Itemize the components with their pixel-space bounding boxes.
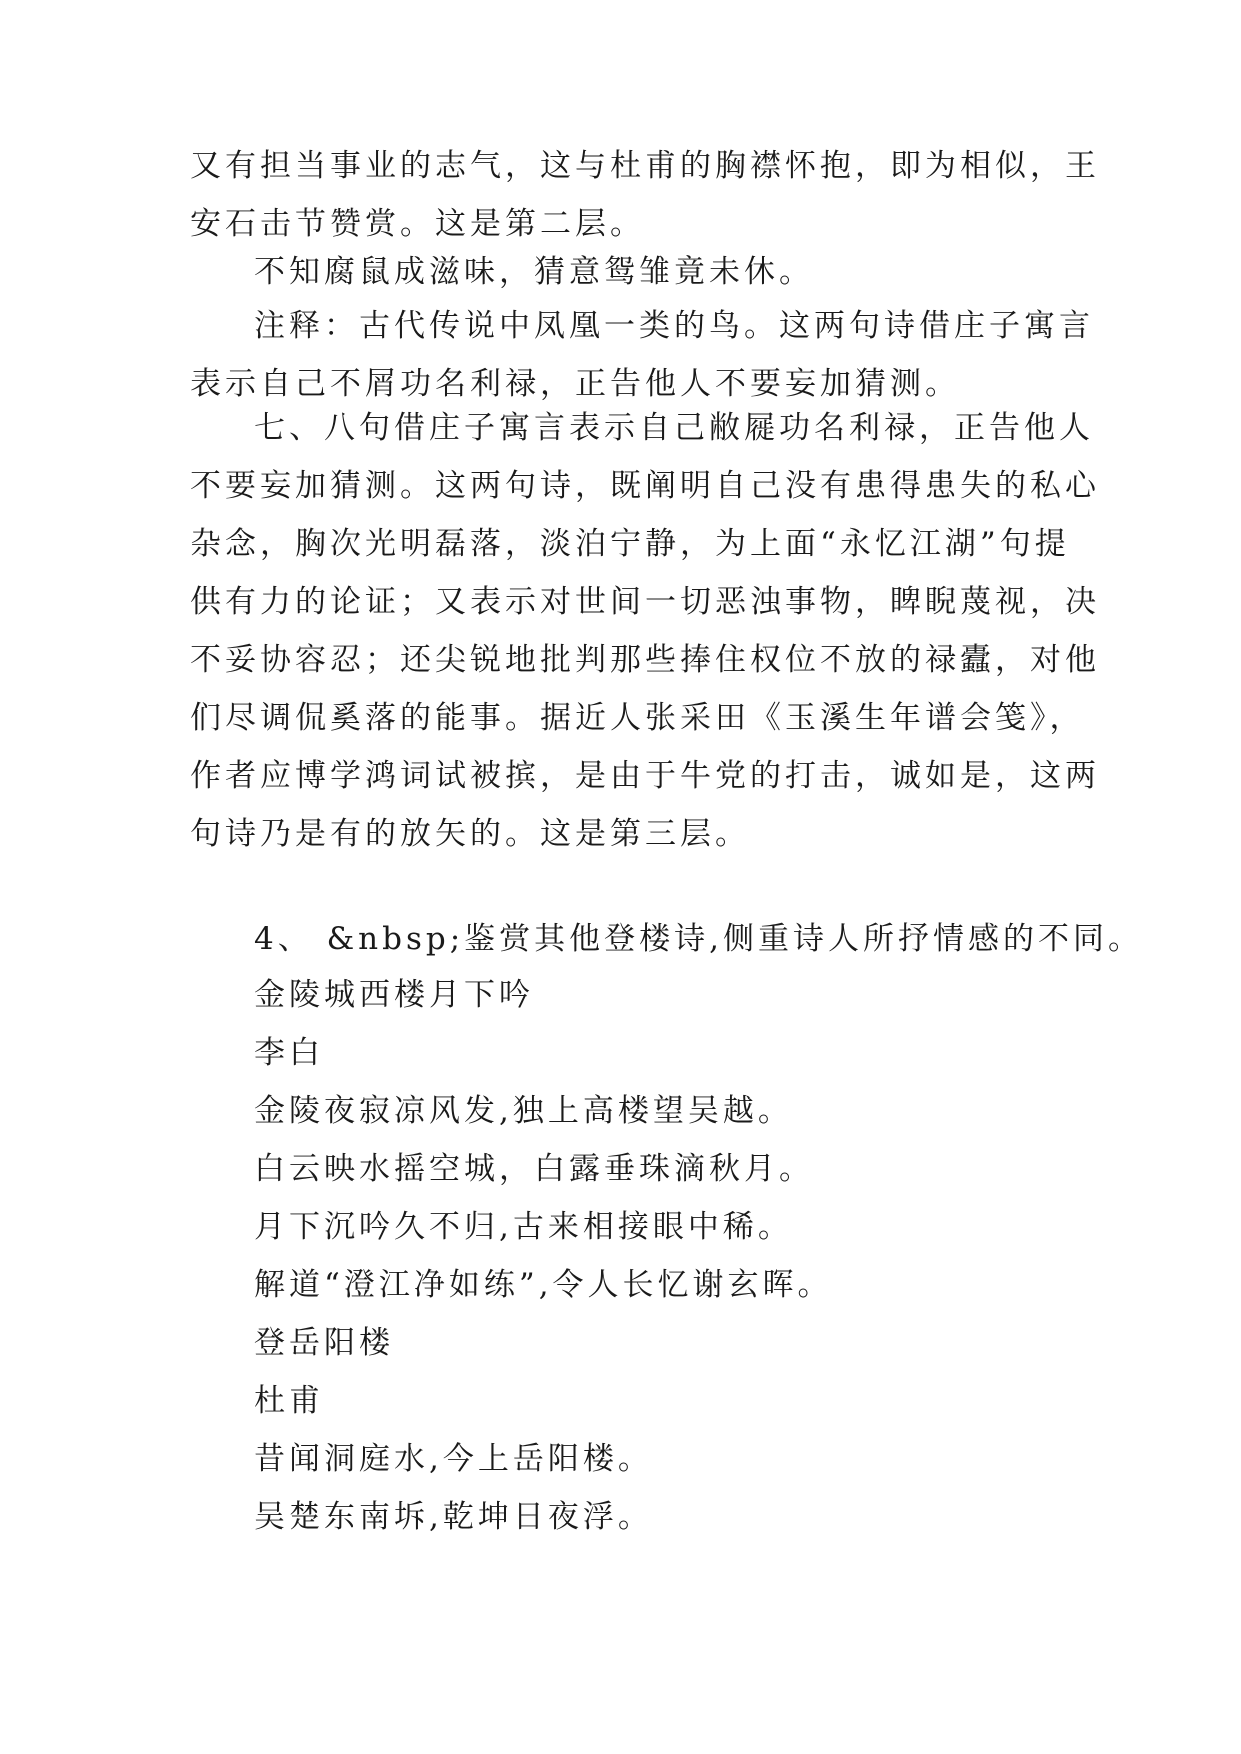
text-line: 句诗乃是有的放矢的。这是第三层。	[190, 816, 750, 852]
poem-title	[254, 1314, 1114, 1372]
poem-line: 解道“澄江净如练”,令人长忆谢玄晖。	[254, 1267, 833, 1303]
text-line: 安石击节赞赏。这是第二层。	[190, 206, 645, 242]
paragraph-analysis-layer-three	[190, 399, 1100, 863]
verse-line	[254, 243, 1114, 301]
text-line: 登岳阳楼	[254, 1325, 394, 1361]
poem-line: 金陵夜寂凉风发,独上高楼望吴越。	[254, 1093, 793, 1129]
text-line: 注释：古代传说中凤凰一类的鸟。这两句诗借庄子寓言	[254, 308, 1094, 344]
text-line: 作者应博学鸿词试被摈，是由于牛党的打击，诚如是，这两	[190, 758, 1100, 794]
text-line: 不知腐鼠成滋味，猜意鸳雏竟未休。	[254, 254, 814, 290]
poem-body	[254, 1082, 1114, 1314]
text-line: 七、八句借庄子寓言表示自己敝屣功名利禄，正告他人	[254, 410, 1094, 446]
text-line: 不要妄加猜测。这两句诗，既阐明自己没有患得患失的私心	[190, 468, 1100, 504]
text-line: 表示自己不屑功名利禄，正告他人不要妄加猜测。	[190, 366, 960, 402]
text-line: 又有担当事业的志气，这与杜甫的胸襟怀抱，即为相似，王	[190, 148, 1100, 184]
poem-line: 吴楚东南坼,乾坤日夜浮。	[254, 1499, 653, 1535]
text-line: 杜甫	[254, 1383, 324, 1419]
poem-body	[254, 1430, 1114, 1546]
text-line: 们尽调侃奚落的能事。据近人张采田《玉溪生年谱会笺》，	[190, 700, 1085, 736]
paragraph-note	[190, 297, 1094, 413]
poem-line: 白云映水摇空城，白露垂珠滴秋月。	[254, 1151, 814, 1187]
text-line: 供有力的论证；又表示对世间一切恶浊事物，睥睨蔑视，决	[190, 584, 1100, 620]
text-line: 杂念，胸次光明磊落，淡泊宁静，为上面“永忆江湖”句提	[190, 526, 1070, 562]
poem-author	[254, 1024, 1114, 1082]
poem-line: 昔闻洞庭水,今上岳阳楼。	[254, 1441, 653, 1477]
poem-author	[254, 1372, 1114, 1430]
text-line: 金陵城西楼月下吟	[254, 977, 534, 1013]
section-heading-4	[254, 910, 1144, 968]
poem-title	[254, 966, 1114, 1024]
poem-line: 月下沉吟久不归,古来相接眼中稀。	[254, 1209, 793, 1245]
text-line: 李白	[254, 1035, 324, 1071]
paragraph-conclusion-layer-two	[190, 137, 1100, 253]
text-line: 4、 &nbsp;鉴赏其他登楼诗,侧重诗人所抒情感的不同。	[254, 921, 1144, 957]
text-line: 不妥协容忍；还尖锐地批判那些捧住权位不放的禄蠹，对他	[190, 642, 1100, 678]
